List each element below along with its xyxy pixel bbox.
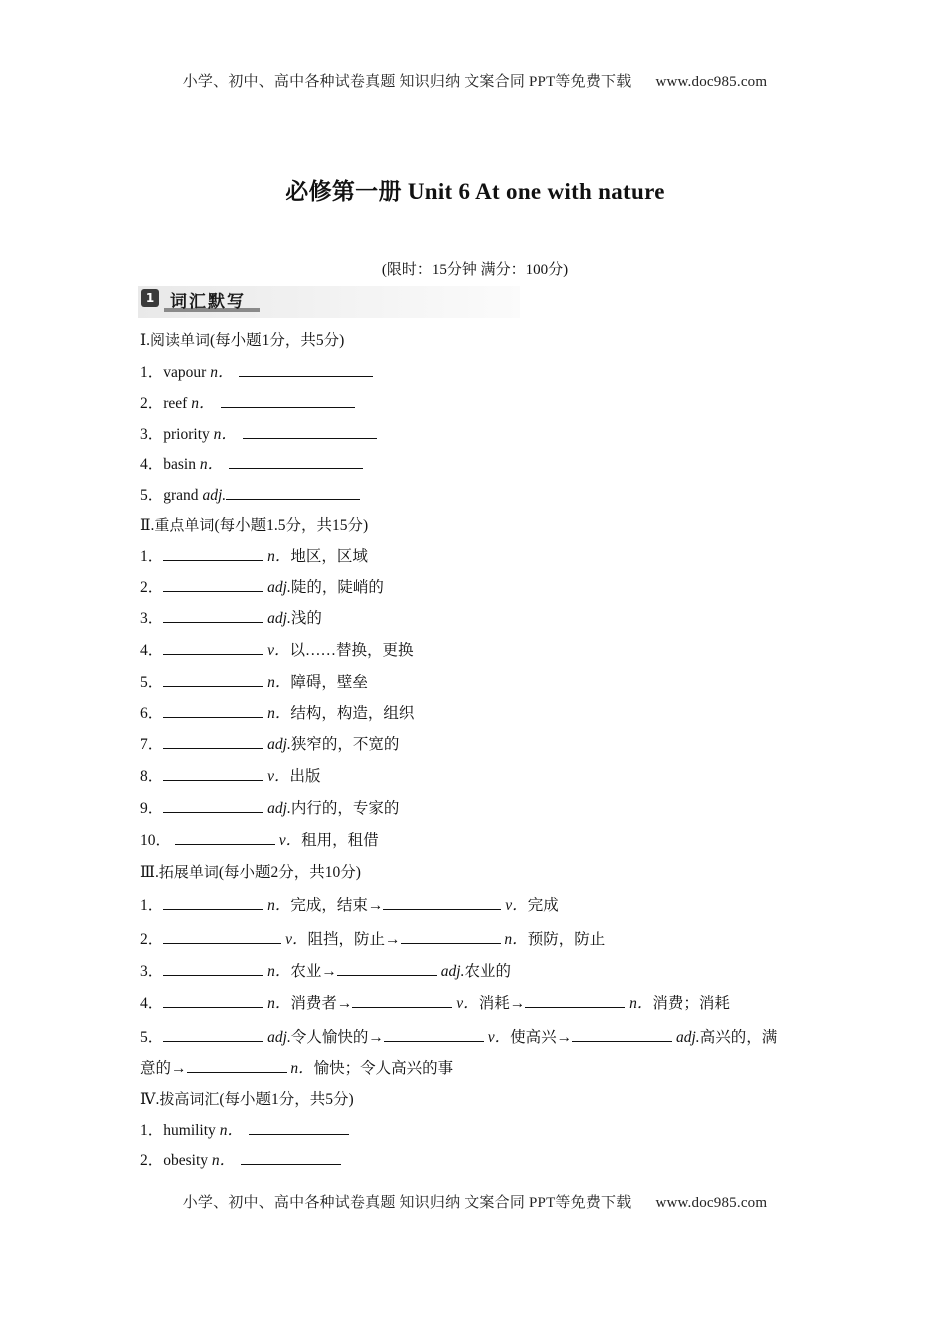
arrow-icon: → xyxy=(336,995,353,1012)
answer-blank[interactable] xyxy=(243,423,377,439)
answer-blank[interactable] xyxy=(163,992,263,1008)
answer-blank[interactable] xyxy=(163,671,263,687)
list-item: 1．humility n． xyxy=(140,1119,349,1142)
answer-blank[interactable] xyxy=(163,639,263,655)
page-footer xyxy=(0,1191,950,1212)
section-heading-advanced-words: Ⅳ.拔高词汇(每小题1分，共5分) xyxy=(140,1090,354,1108)
list-item: 1． n．完成，结束→ v．完成 xyxy=(140,894,559,917)
answer-blank[interactable] xyxy=(163,960,263,976)
section-number-badge: 1 xyxy=(141,289,159,307)
section-heading-reading: Ⅰ.阅读单词(每小题1分，共5分) xyxy=(140,331,345,349)
answer-blank[interactable] xyxy=(163,894,263,910)
answer-blank[interactable] xyxy=(187,1057,287,1073)
document-title: 必修第一册 Unit 6 At one with nature xyxy=(285,179,665,204)
arrow-icon: → xyxy=(367,897,384,914)
list-item: 10． v．租用，租借 xyxy=(140,829,379,852)
list-item: 3． n．农业→ adj.农业的 xyxy=(140,960,511,983)
list-item: 4． v．以……替换，更换 xyxy=(140,639,414,662)
answer-blank[interactable] xyxy=(163,928,281,944)
header-url[interactable]: www.doc985.com xyxy=(655,74,768,90)
answer-blank[interactable] xyxy=(383,894,501,910)
list-item: 5． n．障碍，壁垒 xyxy=(140,671,368,694)
arrow-icon: → xyxy=(509,995,526,1012)
answer-blank[interactable] xyxy=(163,1026,263,1042)
list-item: 3． adj.浅的 xyxy=(140,607,322,630)
footer-text: 小学、初中、高中各种试卷真题 知识归纳 文案合同 PPT等免费下载 xyxy=(182,1195,632,1211)
list-item: 1． n．地区，区域 xyxy=(140,545,368,568)
footer-url[interactable]: www.doc985.com xyxy=(655,1195,768,1211)
answer-blank[interactable] xyxy=(226,484,360,500)
answer-blank[interactable] xyxy=(384,1026,484,1042)
answer-blank[interactable] xyxy=(163,733,263,749)
answer-blank[interactable] xyxy=(163,576,263,592)
page-header xyxy=(0,70,950,91)
arrow-icon: → xyxy=(321,963,337,980)
arrow-icon: → xyxy=(556,1029,573,1046)
list-item: 4． n．消费者→ v．消耗→ n．消费；消耗 xyxy=(140,992,730,1015)
list-item: 2．reef n． xyxy=(140,392,355,415)
answer-blank[interactable] xyxy=(229,453,363,469)
answer-blank[interactable] xyxy=(401,928,501,944)
answer-blank[interactable] xyxy=(175,829,275,845)
answer-blank[interactable] xyxy=(572,1026,672,1042)
section-banner-title: 词汇默写 xyxy=(170,292,246,312)
list-item: 5．grand adj. xyxy=(140,484,360,507)
arrow-icon: → xyxy=(385,931,401,948)
answer-blank[interactable] xyxy=(352,992,452,1008)
list-item: 2．obesity n． xyxy=(140,1149,341,1172)
answer-blank[interactable] xyxy=(163,797,263,813)
list-item: 5． adj.令人愉快的→ v．使高兴→ adj.高兴的，满 xyxy=(140,1026,777,1049)
arrow-icon: → xyxy=(171,1060,187,1077)
section-banner xyxy=(138,286,520,318)
section-heading-key-words: Ⅱ.重点单词(每小题1.5分，共15分) xyxy=(140,516,369,534)
list-item: 9． adj.内行的，专家的 xyxy=(140,797,399,820)
list-item: 3．priority n． xyxy=(140,423,377,446)
answer-blank[interactable] xyxy=(241,1149,341,1165)
answer-blank[interactable] xyxy=(163,702,263,718)
list-item: 6． n．结构，构造，组织 xyxy=(140,702,414,725)
arrow-icon: → xyxy=(368,1029,384,1046)
answer-blank[interactable] xyxy=(337,960,437,976)
answer-blank[interactable] xyxy=(163,607,263,623)
list-item: 2． adj.陡的，陡峭的 xyxy=(140,576,384,599)
section-heading-extended-words: Ⅲ.拓展单词(每小题2分，共10分) xyxy=(140,863,361,881)
answer-blank[interactable] xyxy=(525,992,625,1008)
answer-blank[interactable] xyxy=(163,765,263,781)
list-item-continuation: 意的→ n．愉快；令人高兴的事 xyxy=(140,1057,453,1080)
answer-blank[interactable] xyxy=(249,1119,349,1135)
answer-blank[interactable] xyxy=(221,392,355,408)
list-item: 4．basin n． xyxy=(140,453,363,476)
list-item: 2． v．阻挡，防止→ n．预防，防止 xyxy=(140,928,605,951)
time-limit-note: (限时：15分钟 满分：100分) xyxy=(381,262,569,278)
answer-blank[interactable] xyxy=(239,361,373,377)
list-item: 8． v．出版 xyxy=(140,765,321,788)
list-item: 1．vapour n． xyxy=(140,361,373,384)
list-item: 7． adj.狭窄的，不宽的 xyxy=(140,733,399,756)
header-text: 小学、初中、高中各种试卷真题 知识归纳 文案合同 PPT等免费下载 xyxy=(182,74,632,90)
answer-blank[interactable] xyxy=(163,545,263,561)
